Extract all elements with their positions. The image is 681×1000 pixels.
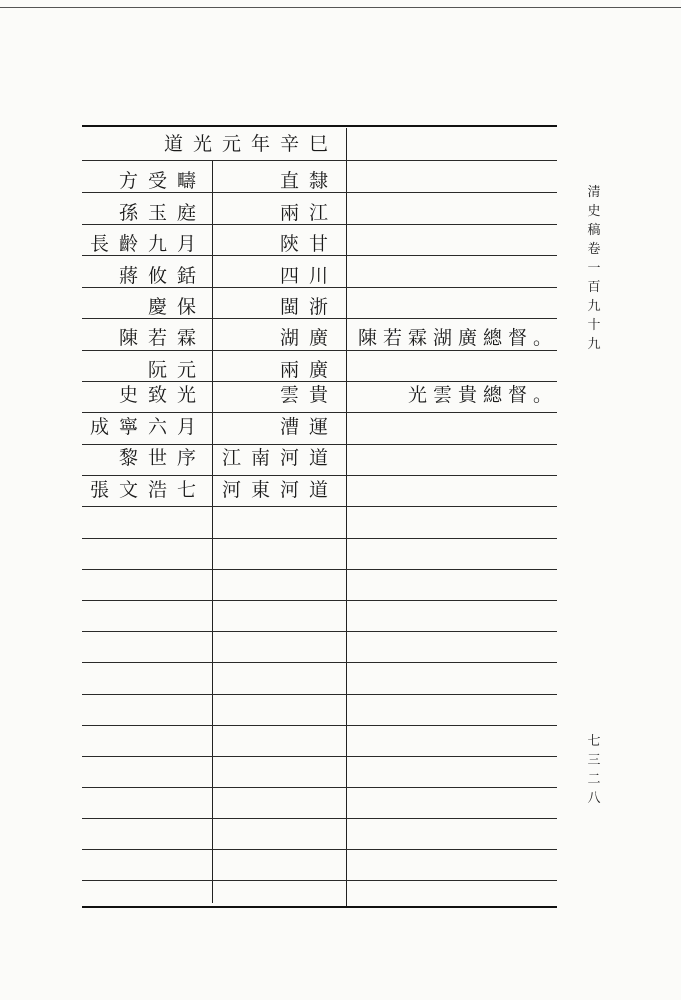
note-cell <box>352 167 552 195</box>
row-separator <box>82 506 557 507</box>
row-separator <box>82 756 557 757</box>
row-separator <box>82 694 557 695</box>
row-separator <box>82 787 557 788</box>
name-cell: 慶保 <box>147 296 206 318</box>
region-cell: 江南河道 <box>221 447 338 469</box>
row-separator <box>82 600 557 601</box>
region-cell: 兩廣 <box>279 359 338 381</box>
region-cell: 兩江 <box>279 202 338 224</box>
note-cell <box>352 262 552 290</box>
year-header: 道光元年辛巳 <box>163 133 338 155</box>
row-separator <box>82 818 557 819</box>
column-divider-note <box>346 128 347 906</box>
note-cell: 光雲貴總督。 <box>407 384 558 406</box>
region-cell: 湖廣 <box>279 327 338 349</box>
row-separator <box>82 160 557 161</box>
row-separator <box>82 725 557 726</box>
name-cell: 成寧六月 <box>89 416 206 438</box>
name-cell: 方受疇 <box>118 170 206 192</box>
name-cell: 蔣攸銛 <box>118 265 206 287</box>
name-cell: 張文浩七 <box>89 479 206 501</box>
region-cell: 雲貴 <box>279 384 338 406</box>
region-cell: 河東河道 <box>221 479 338 501</box>
row-separator <box>82 662 557 663</box>
name-cell: 黎世序 <box>118 447 206 469</box>
note-cell <box>352 476 552 504</box>
name-cell: 陳若霖 <box>118 327 206 349</box>
region-cell: 閩浙 <box>279 296 338 318</box>
note-cell <box>352 199 552 227</box>
note-cell <box>352 293 552 321</box>
note-cell: 陳若霖湖廣總督。 <box>357 327 558 349</box>
name-cell: 阮元 <box>147 359 206 381</box>
year-header-note <box>352 130 552 158</box>
row-separator <box>82 631 557 632</box>
page-number: 七三二八 <box>587 734 601 806</box>
region-cell: 漕運 <box>279 416 338 438</box>
region-cell: 四川 <box>279 265 338 287</box>
note-cell <box>352 356 552 384</box>
volume-title: 清史稿卷一百九十九 <box>587 185 601 352</box>
column-divider-name <box>212 161 213 903</box>
name-cell: 長齡九月 <box>89 233 206 255</box>
table-bottom-border <box>82 906 557 908</box>
row-separator <box>82 569 557 570</box>
name-cell: 孫玉庭 <box>118 202 206 224</box>
region-cell: 陝甘 <box>279 233 338 255</box>
table-top-border <box>82 125 557 127</box>
note-cell <box>352 413 552 441</box>
note-cell <box>352 230 552 258</box>
scan-top-edge <box>0 7 681 8</box>
name-cell: 史致光 <box>118 384 206 406</box>
row-separator <box>82 849 557 850</box>
row-separator <box>82 880 557 881</box>
row-separator <box>82 538 557 539</box>
region-cell: 直隸 <box>279 170 338 192</box>
note-cell <box>352 444 552 472</box>
